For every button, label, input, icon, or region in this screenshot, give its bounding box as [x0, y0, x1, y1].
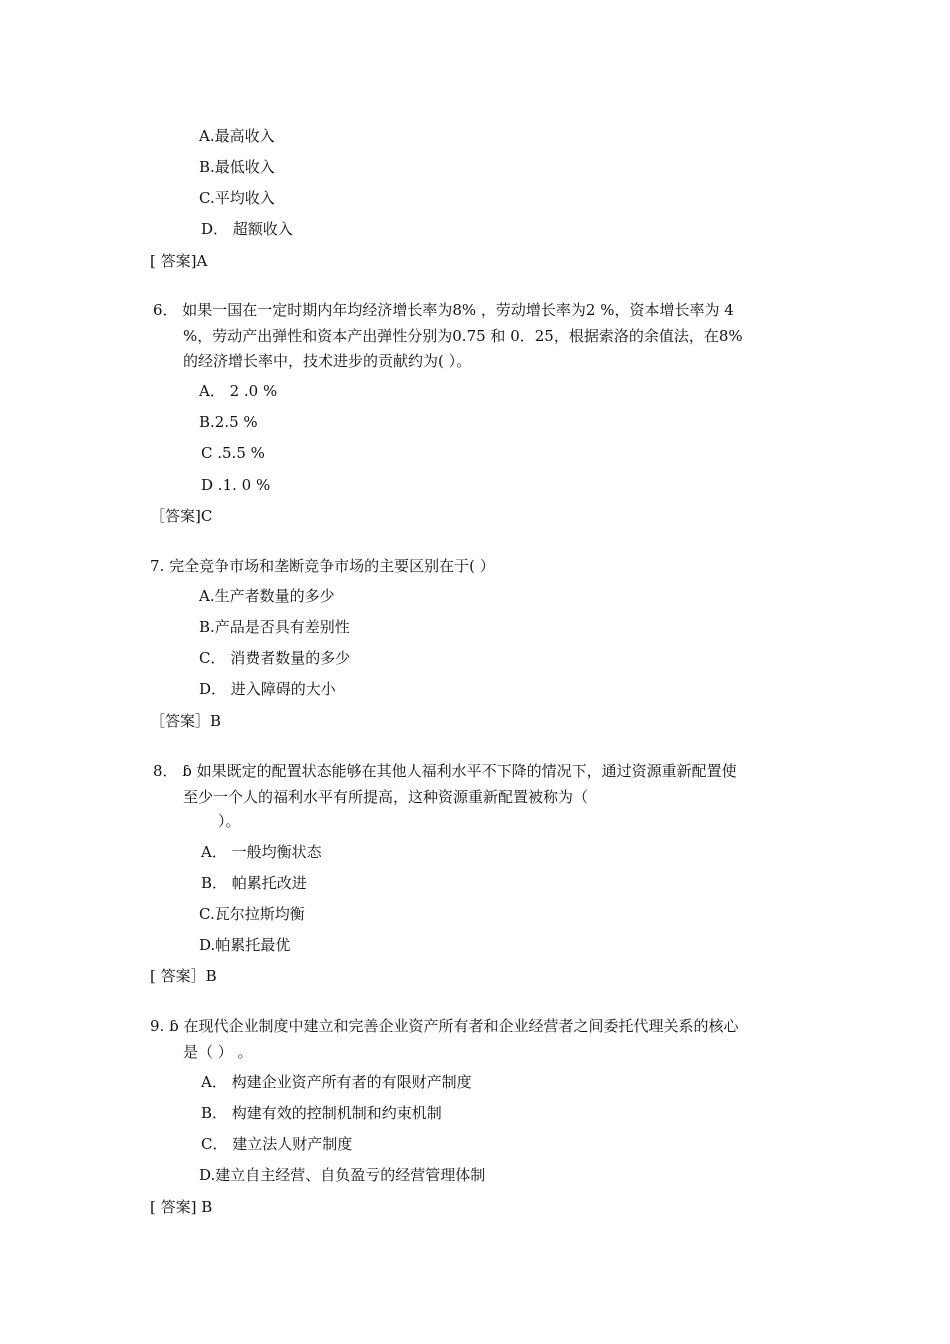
option-c: C.瓦尔拉斯均衡 [199, 905, 305, 923]
question-9-line-1: 9. ɓ 在现代企业制度中建立和完善企业资产所有者和企业经营者之间委托代理关系的核心 [150, 1017, 739, 1035]
answer-9: [ 答案] B [150, 1198, 213, 1216]
option-a: A.最高收入 [199, 127, 275, 145]
option-c: C.平均收入 [199, 189, 275, 207]
answer-5: [ 答案]A [150, 252, 208, 270]
answer-6: ［答案]C [150, 507, 213, 525]
question-6-line-2: %，劳动产出弹性和资本产出弹性分别为0.75 和 0．25，根据索洛的余值法，在8% [183, 327, 743, 345]
option-d: D.帕累托最优 [199, 936, 291, 954]
option-d: D .1. 0 % [201, 476, 271, 494]
question-7: 7. 完全竞争市场和垄断竞争市场的主要区别在于( ） [150, 557, 495, 575]
option-b: B． 帕累托改进 [201, 874, 307, 892]
option-d: D.建立自主经营、自负盈亏的经营管理体制 [199, 1166, 486, 1184]
option-c: C .5.5 % [201, 444, 265, 462]
question-6-line-1: 6． 如果一国在一定时期内年均经济增长率为8% ，劳动增长率为2 %，资本增长率为 4 [153, 301, 734, 319]
option-d: D． 进入障碍的大小 [199, 680, 336, 698]
question-6-line-3: 的经济增长率中，技术进步的贡献约为( ）。 [183, 352, 472, 370]
option-c: C． 建立法人财产制度 [201, 1135, 353, 1153]
option-c: C． 消费者数量的多少 [199, 649, 351, 667]
option-b: B.产品是否具有差别性 [199, 618, 350, 636]
question-8-line-3: ）。 [218, 812, 241, 830]
option-d: D． 超额收入 [201, 220, 293, 238]
question-8-line-1: 8． ɓ 如果既定的配置状态能够在其他人福利水平不下降的情况下，通过资源重新配置使 [153, 762, 737, 780]
option-b: B.2.5 % [199, 413, 258, 431]
question-8-line-2: 至少一个人的福利水平有所提高，这种资源重新配置被称为（ [183, 788, 589, 806]
question-9-line-2: 是（ ） 。 [183, 1043, 253, 1061]
answer-7: ［答案］B [150, 712, 222, 730]
option-a: A.生产者数量的多少 [199, 587, 335, 605]
option-b: B.最低收入 [199, 158, 275, 176]
answer-8: [ 答案］B [150, 967, 217, 985]
option-a: A． 2 .0 % [199, 382, 278, 400]
option-a: A． 一般均衡状态 [201, 843, 322, 861]
option-a: A． 构建企业资产所有者的有限财产制度 [201, 1073, 472, 1091]
option-b: B． 构建有效的控制机制和约束机制 [201, 1104, 442, 1122]
